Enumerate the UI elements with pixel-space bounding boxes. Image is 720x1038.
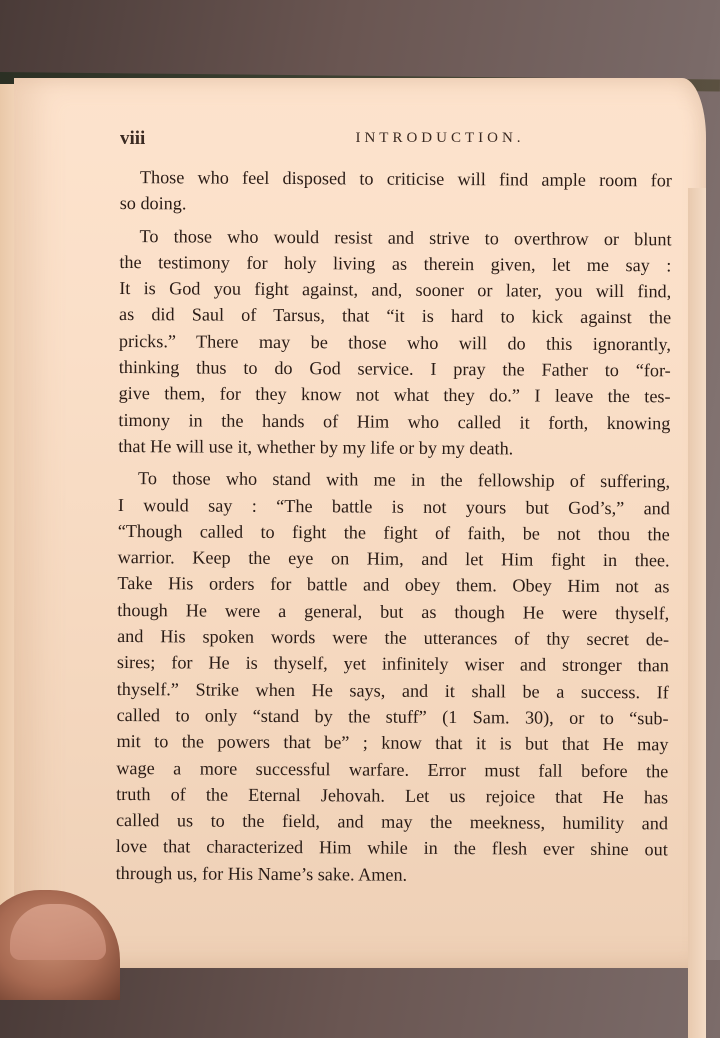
text-line: sires; for He is thyself, yet infinitely wiser and stronger than [116,652,670,676]
text-line: “Though called to fight the fight of faith, be not thou the [117,520,670,545]
text-line: Those who feel disposed to criticise will find ample room for [139,167,672,191]
text-line: give them, for they know not what they do.” I leave the tes- [118,383,671,407]
text-line: though He were a general, but as though He were thyself, [117,599,670,624]
text-line: thinking thus to do God service. I pray the Father to “for- [118,357,671,381]
text-line: pricks.” There may be those who will do this ignorantly, [118,330,671,355]
text-line: called to only “stand by the stuff” (1 Sam. 30), or to “sub- [116,704,669,729]
text-line: wage a more successful warfare. Error must fall before the [116,757,669,781]
running-head [120,128,660,154]
text-line: I would say : “The battle is not yours but God’s,” and [117,494,670,518]
text-line: To those who would resist and strive to overthrow or blunt [139,225,672,249]
text-line: love that characterized Him while in the flesh ever shine out [115,836,668,860]
text-line: timony in the hands of Him who called it forth, knowing [118,409,671,434]
page-number: viii [120,128,146,149]
page-right-edge [688,188,706,1038]
text-line: mit to the powers that be” ; know that it is but that He may [116,731,669,755]
text-line: so doing. [119,193,187,214]
running-title: INTRODUCTION. [355,130,525,146]
text-line: called us to the field, and may the meekness, humility and [115,810,669,834]
text-line: thyself.” Strike when He says, and it shall be a success. If [116,678,669,703]
text-line: Take His orders for battle and obey them. Obey Him not as [117,573,670,597]
body-text [116,164,672,889]
text-line: as did Saul of Tarsus, that “it is hard to kick against the [119,304,672,328]
text-line: To those who stand with me in the fellowship of suffering, [138,468,671,492]
text-line: warrior. Keep the eye on Him, and let Him fight in thee. [117,547,670,571]
text-line: that He will use it, whether by my life or by my death. [118,435,514,459]
text-line: It is God you fight against, and, sooner or later, you will find, [119,278,672,302]
text-line: the testimony for holy living as therein given, let me say : [119,251,672,276]
text-line: and His spoken words were the utterances of thy secret de- [117,626,670,650]
text-line: through us, for His Name’s sake. Amen. [115,862,408,885]
text-line: truth of the Eternal Jehovah. Let us rejoice that He has [116,783,669,808]
